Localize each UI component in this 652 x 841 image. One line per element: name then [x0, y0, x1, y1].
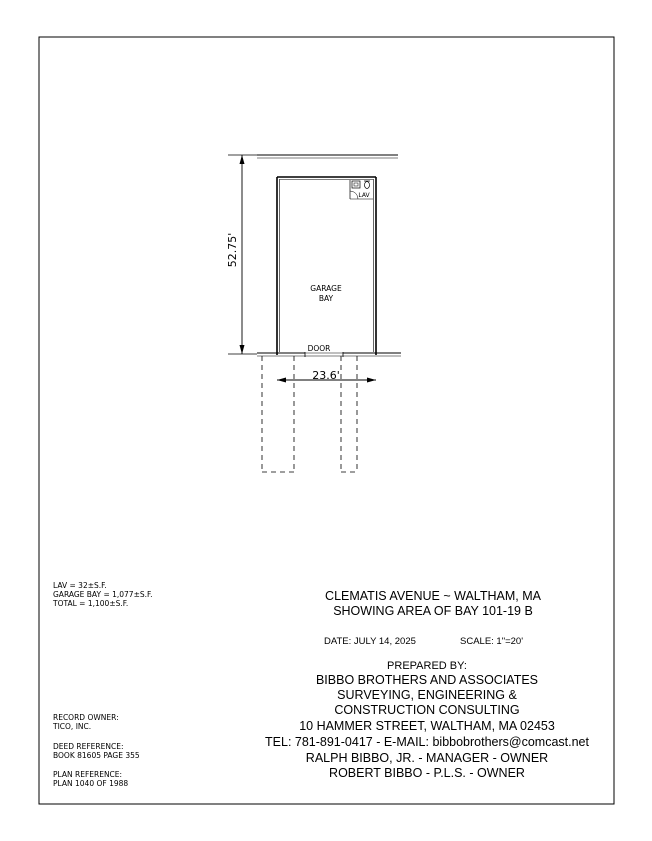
company-services-2: CONSTRUCTION CONSULTING — [334, 703, 520, 717]
title-block — [324, 589, 542, 647]
record-owner-label: RECORD OWNER: — [53, 713, 119, 722]
deed-reference-value: BOOK 81605 PAGE 355 — [53, 751, 140, 760]
room-label-bay: BAY — [318, 294, 334, 303]
references-block — [52, 713, 140, 788]
plan-reference-label: PLAN REFERENCE: — [53, 770, 123, 779]
owner-ralph: RALPH BIBBO, JR. - MANAGER - OWNER — [305, 751, 549, 765]
company-address: 10 HAMMER STREET, WALTHAM, MA 02453 — [299, 719, 555, 733]
area-garage-bay: GARAGE BAY = 1,077±S.F. — [53, 590, 153, 599]
sheet-border — [39, 37, 614, 804]
width-dimension-label: 23.6' — [312, 369, 340, 382]
company-contact: TEL: 781-891-0417 - E-MAIL: bibbobrothers@comcast.net — [265, 735, 589, 749]
area-summary — [52, 581, 153, 608]
room-label-garage: GARAGE — [310, 284, 342, 293]
prepared-by-block — [265, 660, 589, 780]
owner-robert: ROBERT BIBBO - P.L.S. - OWNER — [329, 766, 525, 780]
height-dimension-label: 52.75' — [226, 232, 239, 268]
bottom-frontage-line — [257, 353, 401, 356]
plan-scale: SCALE: 1"=20' — [460, 636, 524, 647]
plan-reference-value: PLAN 1040 OF 1988 — [53, 779, 129, 788]
toilet-icon — [365, 182, 370, 189]
deed-reference-label: DEED REFERENCE: — [53, 742, 124, 751]
lav-door-swing — [350, 191, 358, 199]
area-lav: LAV = 32±S.F. — [53, 581, 107, 590]
dashed-parking-outline — [262, 356, 357, 472]
plan-date: DATE: JULY 14, 2025 — [324, 636, 416, 647]
garage-bay-walls — [277, 177, 376, 355]
lav-label: LAV — [358, 192, 370, 199]
door-label: DOOR — [307, 344, 331, 353]
record-owner-value: TICO, INC. — [53, 722, 92, 731]
area-total: TOTAL = 1,100±S.F. — [53, 599, 129, 608]
company-services-1: SURVEYING, ENGINEERING & — [337, 688, 517, 702]
prepared-by-heading: PREPARED BY: — [387, 660, 467, 672]
title-line-subject: SHOWING AREA OF BAY 101-19 B — [333, 604, 533, 618]
sink-icon — [352, 181, 360, 188]
title-line-street: CLEMATIS AVENUE ~ WALTHAM, MA — [325, 589, 541, 603]
company-name: BIBBO BROTHERS AND ASSOCIATES — [315, 673, 539, 687]
floor-plan — [226, 155, 401, 472]
